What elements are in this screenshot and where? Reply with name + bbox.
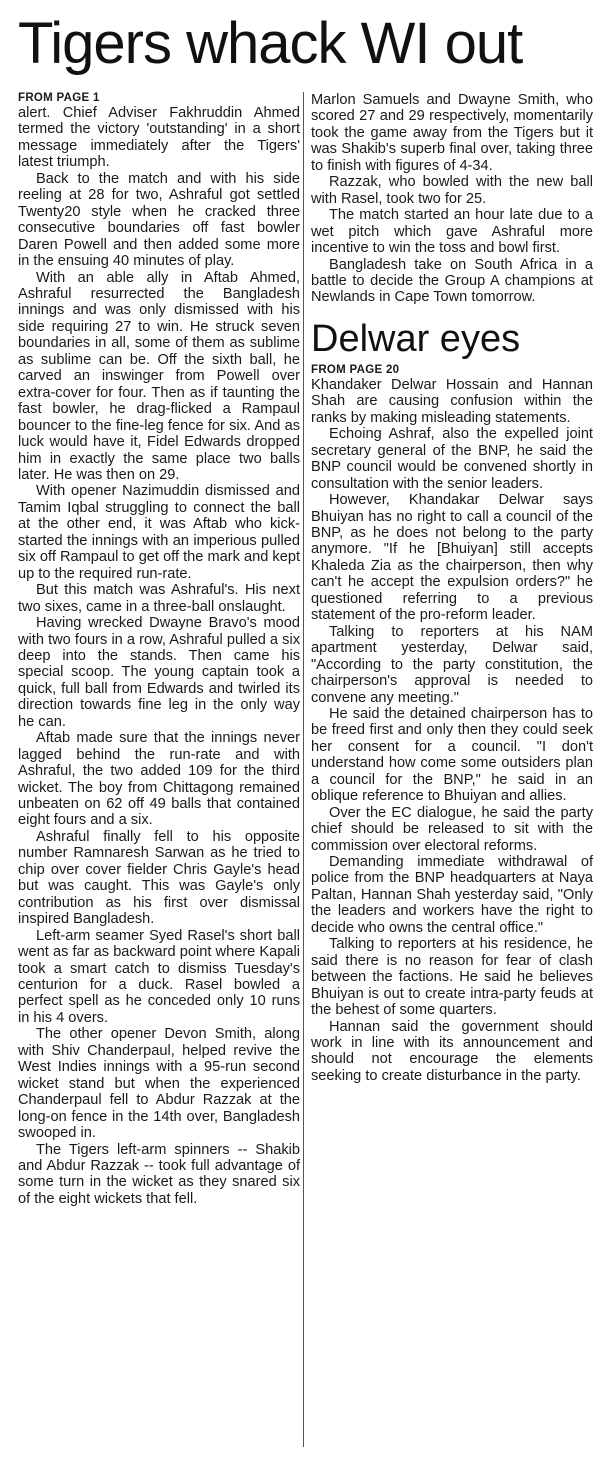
article-paragraph: Back to the match and with his side reeling at 28 for two, Ashraful got settled Twenty20 style when he cracked three consecutive boundaries off fast bowler Daren Powell and then added some more in the ensuing 40 minutes of play. (18, 170, 300, 270)
article-paragraph: However, Khandakar Delwar says Bhuiyan has no right to call a council of the BNP, as he does not belong to the party anymore. "If he [Bhuiyan] still accepts Khaleda Zia as the chairperson, then why can't he accept the expulsion orders?" he questioned referring to a previous statement of the pro-reform leader. (311, 492, 593, 624)
column-divider (303, 92, 304, 1447)
article-tigers-column-1 (18, 92, 300, 1452)
article-tigers-column-2 (311, 92, 593, 1452)
article-paragraph: Ashraful finally fell to his opposite number Ramnaresh Sarwan as he tried to chip over cover fielder Chris Gayle's head but was caught. This was Gayle's only contribution as his first over dismissal inspired Bangladesh. (18, 828, 300, 928)
article-paragraph: Over the EC dialogue, he said the party chief should be released to sit with the commission over electoral reforms. (311, 804, 593, 854)
article-paragraph: Echoing Ashraf, also the expelled joint secretary general of the BNP, he said the BNP council would be convened shortly in consultation with the senior leaders. (311, 426, 593, 492)
article-paragraph: Bangladesh take on South Africa in a battle to decide the Group A champions at Newlands in Cape Town tomorrow. (311, 256, 593, 306)
article-paragraph: Having wrecked Dwayne Bravo's mood with two fours in a row, Ashraful pulled a six deep into the stands. Then came his special scoop. The young captain took a quick, full ball from Edwards and twirled its direction towards fine leg in the only way he can. (18, 615, 300, 730)
headline-delwar-eyes: Delwar eyes (311, 317, 521, 360)
jump-line-from-page-1: FROM PAGE 1 (18, 92, 100, 104)
article-paragraph: Khandaker Delwar Hossain and Hannan Shah are causing confusion within the ranks by making misleading statements. (311, 376, 593, 426)
article-paragraph: Demanding immediate withdrawal of police from the BNP headquarters at Naya Paltan, Hannan Shah yesterday said, "Only the leaders and workers have the right to decide who owns the central office." (311, 854, 593, 936)
jump-line-from-page-20: FROM PAGE 20 (311, 363, 400, 376)
article-paragraph: Hannan said the government should work in line with its announcement and should not encourage the elements seeking to create disturbance in the party. (311, 1018, 593, 1084)
article-paragraph: Marlon Samuels and Dwayne Smith, who scored 27 and 29 respectively, momentarily took the game away from the Tigers but it was Shakib's superb final over, taking three to finish with figures of 4-34. (311, 92, 593, 174)
article-paragraph: The other opener Devon Smith, along with Shiv Chanderpaul, helped revive the West Indies innings with a 95-run second wicket stand but when the experienced Chanderpaul fell to Abdur Razzak at the long-on fence in the 14th over, Bangladesh swooped in. (18, 1026, 300, 1142)
article-paragraph: The Tigers left-arm spinners -- Shakib and Abdur Razzak -- took full advantage of some turn in the wicket as they snared six of the eight wickets that fell. (18, 1141, 300, 1207)
article-paragraph: Talking to reporters at his NAM apartment yesterday, Delwar said, "According to the party constitution, the chairperson's approval is needed to convene any meeting." (311, 623, 593, 706)
article-paragraph: With an able ally in Aftab Ahmed, Ashraful resurrected the Bangladesh innings and was only dismissed with his side requiring 27 to win. He struck seven boundaries in all, some of them as sublime as sublime can be. Off the sixth ball, he carved an inswinger from Powell over extra-cover for four. Then as if taunting the fast bowler, he drag-flicked a Rampaul bouncer to the fine-leg fence for six. And as luck would have it, Fidel Edwards dropped him in exactly the same place two balls later. He was then on 29. (18, 269, 300, 483)
article-paragraph: Talking to reporters at his residence, he said there is no reason for fear of clash between the factions. He said he believes Bhuiyan is out to create intra-party feuds at the behest of some quarters. (311, 936, 593, 1019)
article-paragraph: alert. Chief Adviser Fakhruddin Ahmed termed the victory 'outstanding' in a short message immediately after the Tigers' latest triumph. (18, 105, 300, 171)
headline-tigers: Tigers whack WI out (18, 11, 523, 76)
article-paragraph: But this match was Ashraful's. His next two sixes, came in a three-ball onslaught. (18, 582, 300, 615)
article-paragraph: He said the detained chairperson has to be freed first and only then they could seek her consent for a council. "I don't understand how come some outsiders plan a council for the BNP," he said in an oblique reference to Bhuiyan and allies. (311, 705, 593, 805)
article-paragraph: With opener Nazimuddin dismissed and Tamim Iqbal struggling to connect the ball at the other end, it was Aftab who kick-started the innings with an imperious pulled six off Rampaul to get off the mark and kept up to the required run-rate. (18, 483, 300, 582)
article-paragraph: Razzak, who bowled with the new ball with Rasel, took two for 25. (311, 174, 593, 207)
article-paragraph: Left-arm seamer Syed Rasel's short ball went as far as backward point where Kapali took a smart catch to dismiss Tuesday's centurion for a duck. Rasel bowled a perfect spell as he conceded only 10 runs in his 4 overs. (18, 927, 300, 1026)
article-paragraph: Aftab made sure that the innings never lagged behind the run-rate and with Ashraful, the two added 109 for the third wicket. The boy from Chittagong remained unbeaten on 62 off 49 balls that contained eight fours and a six. (18, 730, 300, 829)
article-paragraph: The match started an hour late due to a wet pitch which gave Ashraful more incentive to win the toss and bowl first. (311, 207, 593, 257)
